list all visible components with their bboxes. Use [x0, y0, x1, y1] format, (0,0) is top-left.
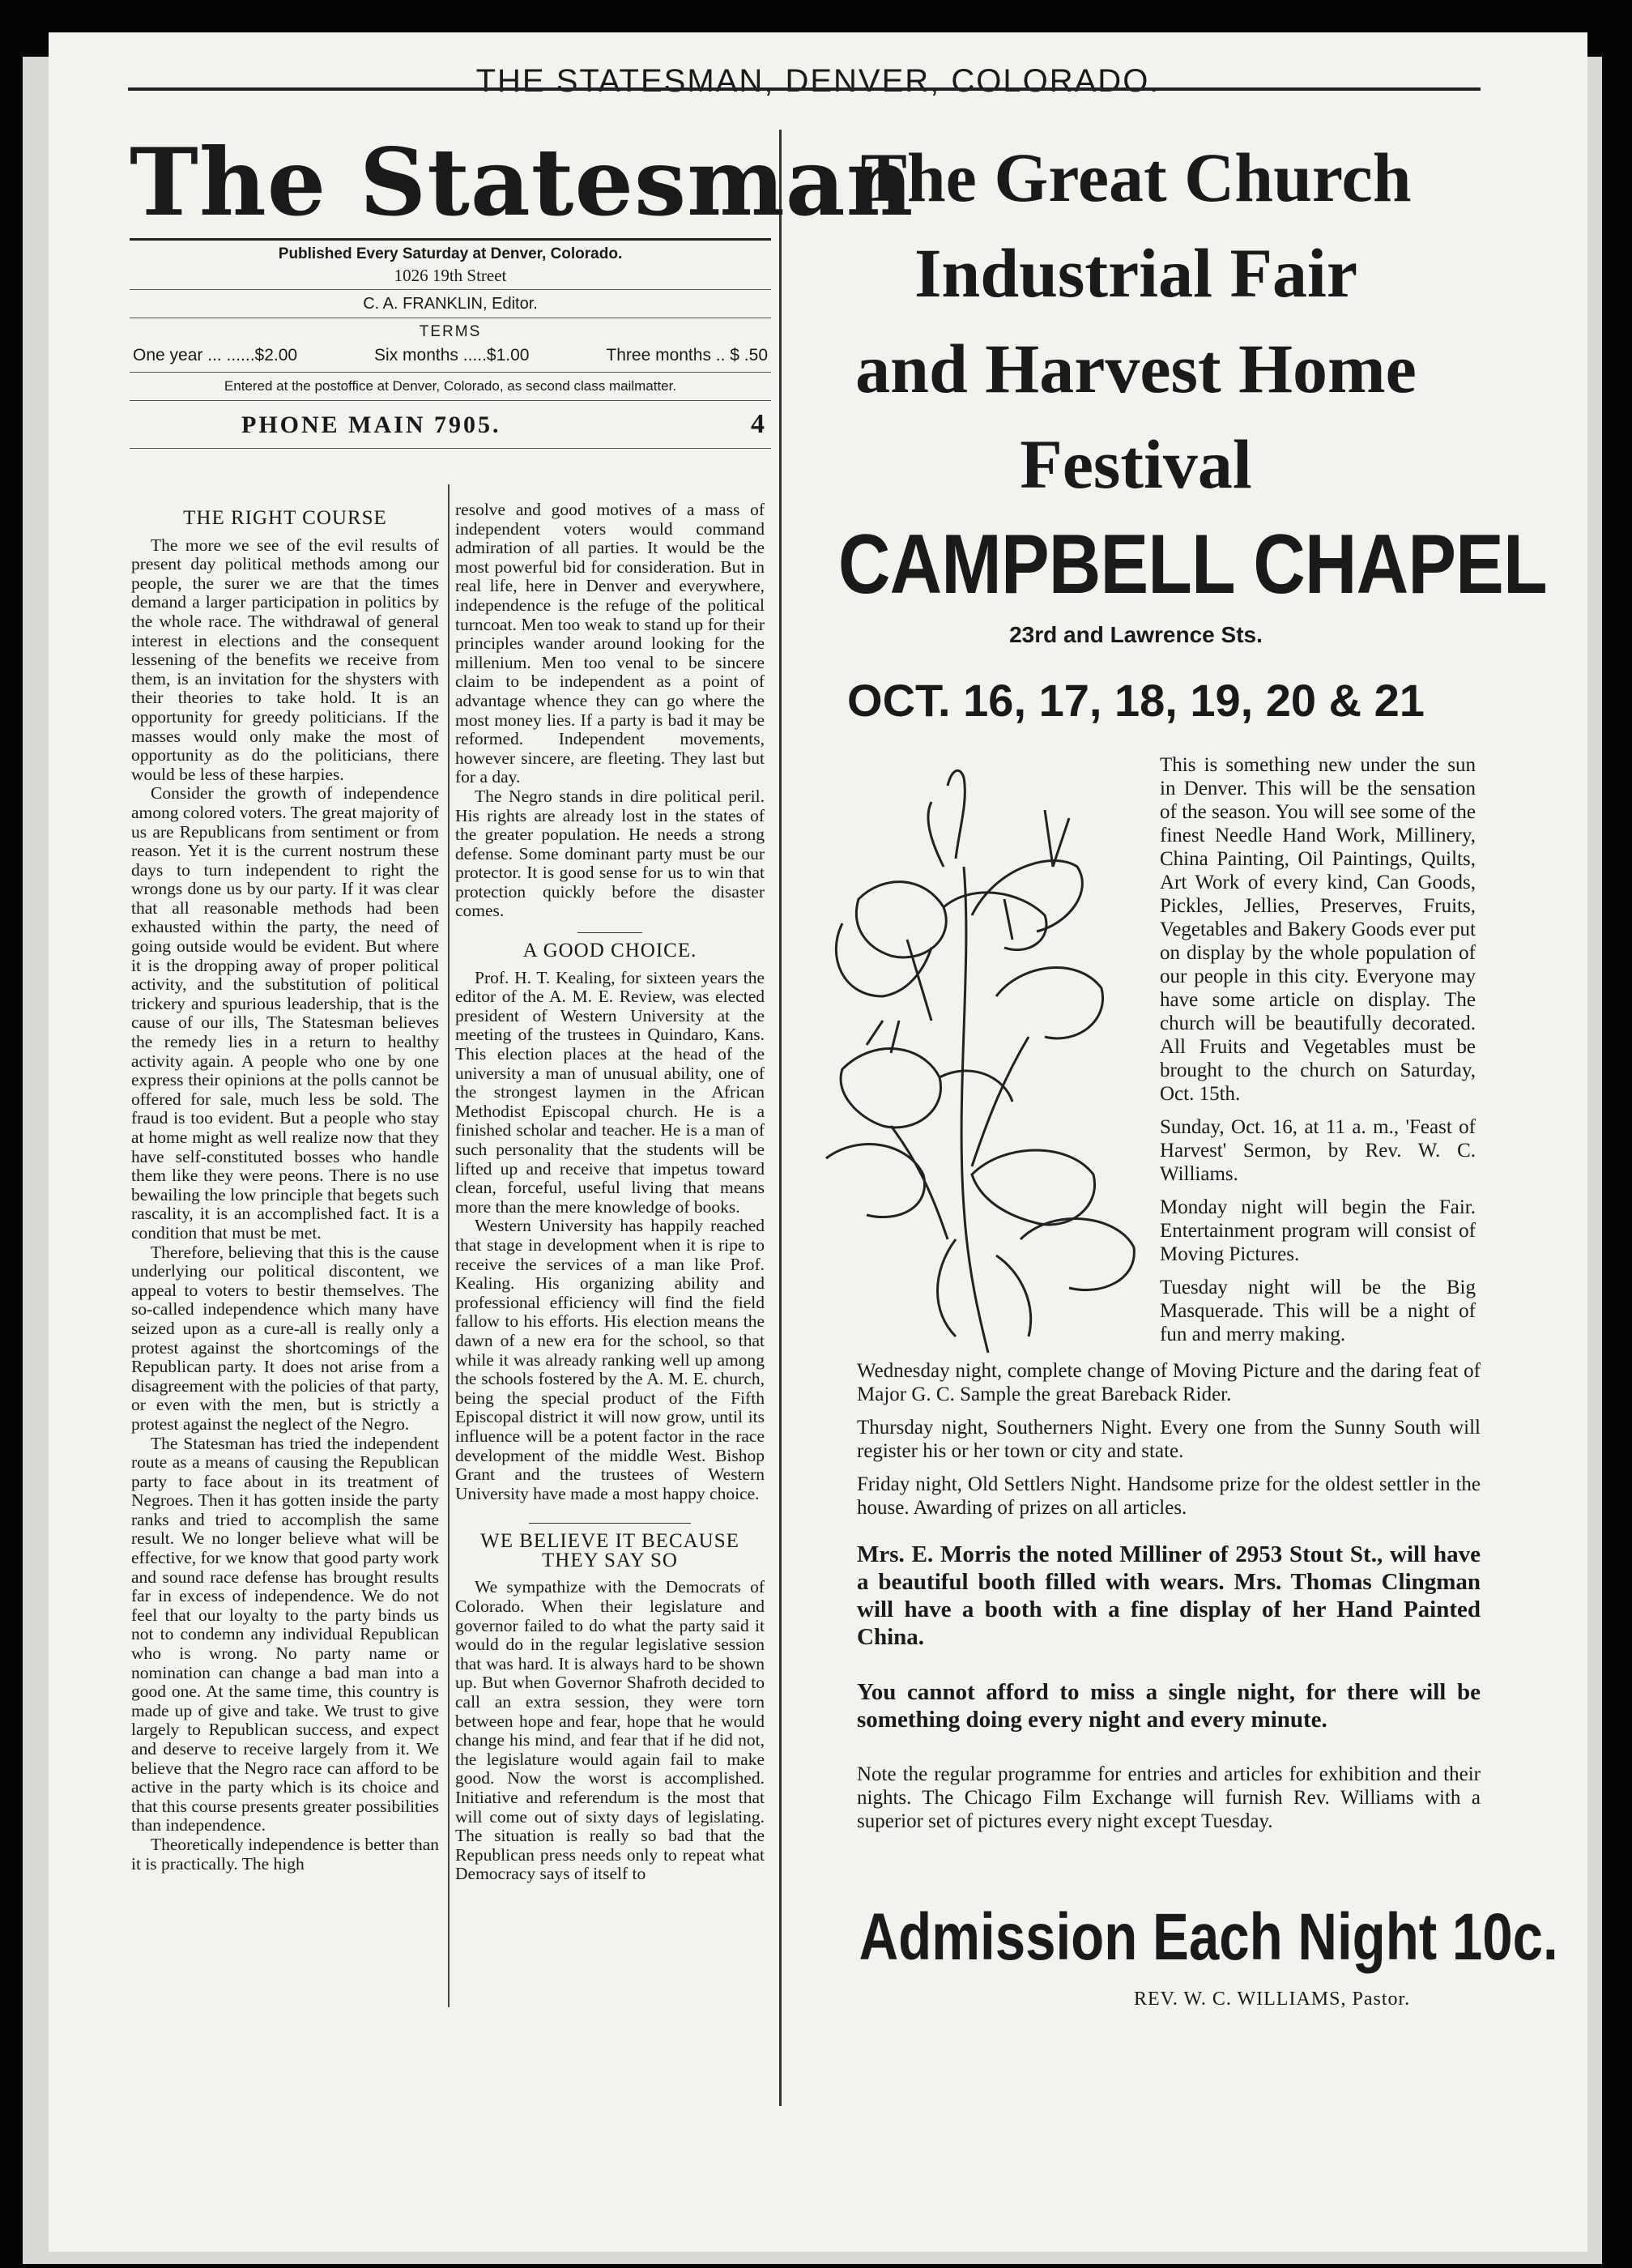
- ad-admission: Admission Each Night 10c.: [859, 1900, 1558, 1974]
- ad-paragraph: Wednesday night, complete change of Moving Picture and the daring feat of Major G. C. Sample the great Bareback Rider.: [857, 1360, 1481, 1405]
- article-paragraph: Theoretically independence is better than it is practically. The high: [131, 1834, 439, 1874]
- masthead-rule: [130, 400, 771, 401]
- published-line: Published Every Saturday at Denver, Colorado.: [278, 245, 623, 262]
- page-number: 4: [751, 409, 765, 439]
- ad-headline-line: Industrial Fair: [914, 234, 1358, 312]
- masthead-rule: [130, 448, 771, 449]
- address-line: 1026 19th Street: [394, 266, 507, 285]
- ad-paragraph: Sunday, Oct. 16, at 11 a. m., 'Feast of Harvest' Sermon, by Rev. W. C. Williams.: [1160, 1116, 1476, 1185]
- ad-paragraph: Friday night, Old Settlers Night. Handsome prize for the oldest settler in the house. Awarding of prizes on all articles.: [857, 1473, 1481, 1519]
- ad-bold-paragraph: Mrs. E. Morris the noted Milliner of 2953 Stout St., will have a beautiful booth filled with wears. Mrs. Thomas Clingman will have a booth with a fine display of her Hand Painted China.: [857, 1541, 1481, 1650]
- inner-column-rule: [448, 484, 450, 2007]
- ad-dates: OCT. 16, 17, 18, 19, 20 & 21: [847, 675, 1425, 726]
- top-rule: [128, 87, 1481, 91]
- ad-note: Note the regular programme for entries and articles for exhibition and their nights. The Chicago Film Exchange will furnish Rev. Williams with a superior set of pictures every night except Tuesday.: [857, 1763, 1481, 1832]
- article-heading: THE RIGHT COURSE: [183, 507, 387, 529]
- ad-headline-line: Festival: [1020, 425, 1252, 503]
- term-item: Three months .. $ .50: [606, 346, 768, 364]
- section-divider: [529, 1523, 691, 1524]
- ad-address: 23rd and Lawrence Sts.: [1009, 622, 1263, 647]
- running-head: THE STATESMAN, DENVER, COLORADO.: [475, 63, 1161, 99]
- ad-paragraph: Monday night will begin the Fair. Entertainment program will consist of Moving Pictures.: [1160, 1196, 1476, 1265]
- article-paragraph: The Negro stands in dire political peril. His rights are already lost in the states of the greater population. He needs a strong defense. Some dominant party must be our protector. It is good sense for us to win that protection quickly before the disaster comes.: [455, 786, 765, 921]
- terms-row: [130, 343, 771, 369]
- article-paragraph: We sympathize with the Democrats of Colorado. When their legislature and governor failed to do what the party said it would do in the regular legislative session that was hard. It is always hard to be shown up. But when Governor Shafroth decided to call an extra session, they were torn between hope and fear, hope that he would change his mind, and fear that if he did not, the legislature would again fail to make good. Now the worst is accomplished. Initiative and referendum is the most that will come out of sixty days of legislating. The situation is really so bad that the Republican press needs only to repeat what Democracy says of itself to: [455, 1577, 765, 1884]
- ad-pastor: REV. W. C. WILLIAMS, Pastor.: [1134, 1989, 1411, 2010]
- ad-full-width: [857, 1359, 1481, 1843]
- entered-line: Entered at the postoffice at Denver, Colorado, as second class mailmatter.: [224, 378, 677, 394]
- fair-advertisement: [790, 130, 1547, 727]
- section-divider: [577, 932, 642, 933]
- phone-number: PHONE MAIN 7905.: [241, 411, 501, 438]
- column-rule: [779, 130, 782, 2106]
- article-paragraph: Western University has happily reached that stage in development when it is ripe to receive the services of a man like Prof. Kealing. His organizing ability and professional efficiency will find the field fallow to his efforts. His election means the dawn of a new era for the school, so that while it was already ranking well up among the schools fostered by the A. M. E. church, being the special product of the Fifth Episcopal district it will now grow, until its influence will be a potent factor in the race development of the middle West. Bishop Grant and the trustees of Western University have made a most happy choice.: [455, 1216, 765, 1503]
- ad-paragraph: This is something new under the sun in Denver. This will be the sensation of the season. You will see some of the finest Needle Hand Work, Millinery, China Painting, Oil Paintings, Quilts, Art Work of every kind, Can Goods, Pickles, Jellies, Preserves, Fruits, Vegetables and Bakery Goods ever put on display by the whole population of our people in this city. Everyone may have some article on display. The church will be beautifully decorated. All Fruits and Vegetables must be brought to the church on Saturday, Oct. 15th.: [1160, 754, 1476, 1105]
- article-column-two: [455, 501, 765, 1884]
- article-paragraph: Prof. H. T. Kealing, for sixteen years the editor of the A. M. E. Review, was elected president of Western University at the meeting of the trustees in Quindaro, Kans. This election places at the head of the university a man of unusual ability, one of the strongest laymen in the African Methodist Episcopal church. He is a finished scholar and teacher. He is a man of such personality that the students will be lifted up and receive that impetus toward clean, forceful, useful living that means more than the mere knowledge of books.: [455, 967, 765, 1217]
- article-paragraph: Therefore, believing that this is the cause underlying our political discontent, we appeal to voters to bestir themselves. The so-called independence which many have seized upon as a cure-all is really only a protest against the shortcomings of the Republican party. It does not arise from a disagreement with the policies of that party, or even with the men, but is strictly a protest against the neglect of the Negro.: [131, 1242, 439, 1434]
- ad-venue: CAMPBELL CHAPEL: [837, 518, 1547, 612]
- ad-paragraph: Tuesday night will be the Big Masquerade. This will be a night of fun and merry making.: [1160, 1277, 1476, 1345]
- article-paragraph: resolve and good motives of a mass of independent voters would command admiration of all parties. It would be the most powerful bid for consideration. But in real life, here in Denver and everywhere, independence is the refuge of the political turncoat. Men too weak to stand up for their principles wander around looking for the millenium. Men too venal to be sincere claim to be independent as a point of advantage whence they can go where the most money lies. If a party is bad it may be reformed. Independent movements, however sincere, are fleeting. They last but for a day.: [455, 500, 765, 787]
- masthead-rule: [130, 238, 771, 241]
- masthead-rule: [130, 289, 771, 290]
- term-item: One year ... ......$2.00: [133, 346, 298, 364]
- phone-row: [130, 404, 771, 445]
- masthead-rule: [130, 372, 771, 373]
- ad-bold-paragraph: You cannot afford to miss a single night, for there will be something doing every night and every minute.: [857, 1679, 1481, 1733]
- terms-heading: TERMS: [419, 323, 482, 340]
- editor-line: C. A. FRANKLIN, Editor.: [363, 295, 538, 313]
- masthead: [130, 128, 914, 452]
- article-paragraph: The Statesman has tried the independent route as a means of causing the Republican party to face about in its treatment of Negroes. Then it has gotten inside the party ranks and tried to accomplish the same result. We no longer believe what will be effective, for we know that good party work and sound race defense has brought results far in excess of independence. We do not feel that our loyalty to the party binds us not to condemn any individual Republican who is wrong. No party name or nomination can change a bad man into a good one. At the same time, this country is made up of give and take. We trust to give largely to Republican success, and expect and deserve to receive largely from it. We believe that the Negro race can afford to be active in the party which is its choice and that this course presents greater possibilities than independence.: [131, 1433, 439, 1835]
- ad-headline-line: and Harvest Home: [855, 330, 1417, 407]
- ad-paragraph: Thursday night, Southerners Night. Every one from the Sunny South will register his or her town or city and state.: [857, 1417, 1481, 1462]
- article-heading: WE BELIEVE IT BECAUSE THEY SAY SO: [480, 1530, 739, 1571]
- article-paragraph: The more we see of the evil results of present day political methods among our people, the surer we are that the times demand a larger participation in politics by the whole race. The withdrawal of general interest in elections and the consequent lessening of the benefits we receive from them, is an invitation for the shysters with their theories to take hold. It is an opportunity for greedy politicians. If the masses would only make the most of opportunity as do the politicians, there would be less of these harpies.: [131, 535, 439, 784]
- lily-illustration: [810, 753, 1150, 1361]
- ad-right-column: [1160, 753, 1476, 1356]
- article-paragraph: Consider the growth of independence among colored voters. The great majority of us are Republicans from sentiment or from reason. Yet it is the current nostrum these days to turn independent to right the wrongs done us by our party. If it was clear that all reasonable methods had been exhausted within the party, the need of going outside would be evident. But where it is the dropping away of proper political activity, and the substitution of political trickery and spurious leadership, that is the cause of our ills, The Statesman believes the remedy lies in a return to healthy activity again. A people who one by one express their opinions at the polls cannot be offered for sale, much less be sold. The fraud is too evident. But a people who stay at home might as well realize now that they have self-constituted bosses who handle them like they were peons. There is no use bewailing the low principle that begets such rascality, it is an accomplished fact. It is a condition that must be met.: [131, 783, 439, 1243]
- masthead-title: The Statesman: [130, 128, 914, 237]
- ad-headline-line: The Great Church: [860, 139, 1412, 216]
- article-right-course: [131, 501, 439, 1874]
- term-item: Six months .....$1.00: [374, 346, 530, 364]
- article-heading: A GOOD CHOICE.: [522, 940, 697, 962]
